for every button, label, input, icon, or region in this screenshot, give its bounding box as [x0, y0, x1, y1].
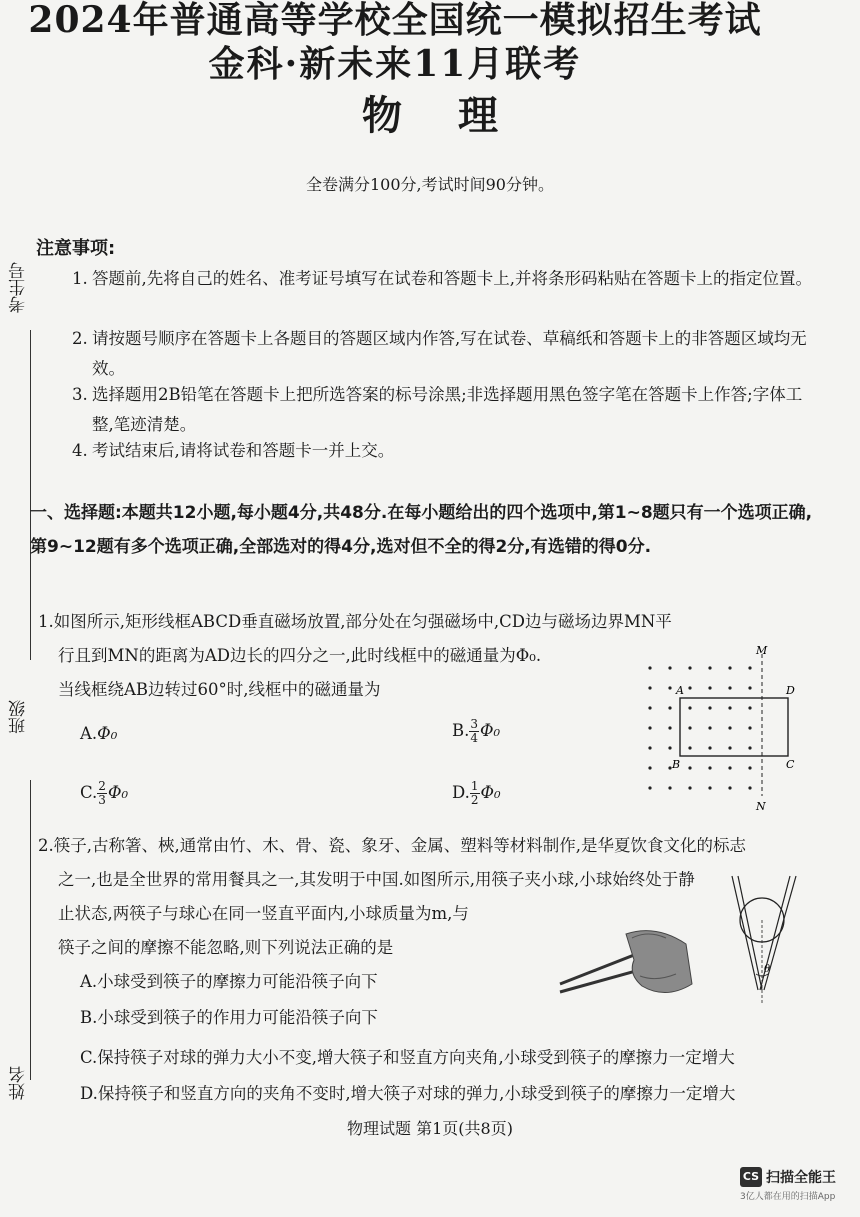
field-dot: [748, 666, 751, 669]
notice-title: 注意事项:: [36, 238, 116, 259]
option-label: D.: [452, 783, 470, 802]
field-dot: [688, 666, 691, 669]
q2-option-a: A.小球受到筷子的摩擦力可能沿筷子向下: [80, 972, 378, 991]
field-dot: [668, 746, 671, 749]
q2-line: 之一,也是全世界的常用餐具之一,其发明于中国.如图所示,用筷子夹小球,小球始终处于静: [58, 870, 695, 889]
option-value: Φ₀: [97, 724, 118, 743]
denominator: 4: [470, 731, 479, 745]
field-dot: [708, 686, 711, 689]
label-d: D: [786, 684, 795, 697]
name-label: 姓名: [9, 1066, 29, 1100]
q1-option-c: [80, 780, 128, 807]
exam-subtitle: 金科·新未来11月联考: [208, 43, 582, 85]
field-dot: [688, 706, 691, 709]
fraction: [470, 780, 480, 807]
q2-line: 筷子之间的摩擦不能忽略,则下列说法正确的是: [58, 938, 394, 957]
field-dot: [648, 686, 651, 689]
hand-chopsticks-image: [556, 904, 696, 1004]
field-dots: [648, 666, 751, 789]
field-dot: [708, 726, 711, 729]
field-dot: [728, 666, 731, 669]
option-label: C.: [80, 783, 98, 802]
notice-item: [72, 436, 820, 466]
notice-text: 考试结束后,请将试卷和答题卡一并上交。: [92, 441, 395, 460]
field-dot: [728, 766, 731, 769]
option-value: Φ₀: [480, 721, 501, 740]
hand-shape: [626, 931, 692, 993]
scanner-name: 扫描全能王: [766, 1169, 836, 1186]
field-dot: [688, 746, 691, 749]
scanner-tagline: 3亿人都在用的扫描App: [740, 1191, 836, 1202]
notice-number: 1.: [72, 269, 88, 288]
coil-abcd: [680, 698, 788, 756]
class-label: 班级: [9, 700, 29, 734]
notice-number: 4.: [72, 441, 88, 460]
field-dot: [748, 726, 751, 729]
label-a: A: [676, 684, 684, 697]
field-dot: [728, 726, 731, 729]
q1-option-b: [452, 718, 500, 745]
field-dot: [688, 766, 691, 769]
camscanner-logo-icon: CS: [740, 1167, 762, 1187]
notice-text: 选择题用2B铅笔在答题卡上把所选答案的标号涂黑;非选择题用黑色签字笔在答题卡上作答;字体工整,笔迹清楚。: [92, 385, 803, 434]
field-dot: [668, 706, 671, 709]
q1-option-a: [80, 722, 117, 746]
field-dot: [728, 706, 731, 709]
field-dot: [688, 786, 691, 789]
field-dot: [668, 666, 671, 669]
denominator: 3: [98, 793, 106, 807]
label-m: M: [756, 644, 768, 657]
field-dot: [748, 686, 751, 689]
page-footer: 物理试题 第1页(共8页): [347, 1119, 513, 1138]
ball-chopsticks-schematic: [712, 874, 812, 1014]
numerator: 2: [98, 779, 106, 793]
denominator: 2: [470, 793, 479, 807]
field-dot: [748, 766, 751, 769]
notice-text: 请按题号顺序在答题卡上各题目的答题区域内作答,写在试卷、草稿纸和答题卡上的非答题区域均无效。: [92, 329, 807, 378]
field-dot: [668, 686, 671, 689]
fraction: [97, 780, 107, 807]
option-value: Φ₀: [480, 783, 501, 802]
q1-line: 行且到MN的距离为AD边长的四分之一,此时线框中的磁通量为Φ₀.: [58, 646, 542, 665]
option-label: B.: [452, 721, 470, 740]
q1-line: 当线框绕AB边转过60°时,线框中的磁通量为: [58, 680, 381, 699]
q2-line: 止状态,两筷子与球心在同一竖直平面内,小球质量为m,与: [58, 904, 469, 923]
q1-option-d: [452, 780, 501, 807]
q2-option-c: C.保持筷子对球的弹力大小不变,增大筷子和竖直方向夹角,小球受到筷子的摩擦力一定增大: [80, 1048, 735, 1067]
field-dot: [648, 786, 651, 789]
section-heading: 一、选择题:本题共12小题,每小题4分,共48分.在每小题给出的四个选项中,第1~8题只有一个选项正确,第9~12题有多个选项正确,全部选对的得4分,选对但不全的得2分,有选错的得0分.: [30, 503, 813, 557]
field-dot: [668, 786, 671, 789]
candidate-no-label: 考生号: [9, 262, 29, 313]
field-dot: [648, 766, 651, 769]
notice-number: 2.: [72, 329, 88, 348]
q2-line: 2.筷子,古称箸、梜,通常由竹、木、骨、瓷、象牙、金属、塑料等材料制作,是华夏饮食文化的标志: [38, 836, 746, 855]
field-dot: [728, 746, 731, 749]
numerator: 3: [470, 717, 479, 731]
field-dot: [728, 786, 731, 789]
notice-item: [72, 264, 820, 294]
field-dot: [648, 726, 651, 729]
field-dot: [708, 746, 711, 749]
field-dot: [648, 666, 651, 669]
exam-title: 2024年普通高等学校全国统一模拟招生考试: [28, 0, 762, 41]
notice-item: [72, 324, 820, 384]
label-n: N: [756, 800, 766, 813]
field-dot: [748, 746, 751, 749]
field-dot: [688, 726, 691, 729]
field-dot: [688, 686, 691, 689]
exam-info: 全卷满分100分,考试时间90分钟。: [306, 175, 554, 194]
field-dot: [648, 746, 651, 749]
field-dot: [708, 666, 711, 669]
field-dot: [728, 686, 731, 689]
chopstick-left: [738, 876, 762, 990]
notice-text: 答题前,先将自己的姓名、准考证号填写在试卷和答题卡上,并将条形码粘贴在答题卡上的指定位置。: [92, 269, 812, 288]
q2-option-b: B.小球受到筷子的作用力可能沿筷子向下: [80, 1008, 378, 1027]
field-dot: [708, 706, 711, 709]
label-c: C: [786, 758, 795, 771]
theta-label: θ: [764, 964, 771, 975]
numerator: 1: [470, 779, 479, 793]
subject-title: 物理: [362, 92, 554, 139]
scanner-watermark: [740, 1166, 836, 1202]
notice-number: 3.: [72, 385, 88, 404]
field-dot: [648, 706, 651, 709]
field-dot: [748, 706, 751, 709]
option-label: A.: [80, 724, 98, 743]
field-dot: [748, 786, 751, 789]
option-value: Φ₀: [107, 783, 129, 802]
binding-line: [30, 780, 31, 1080]
field-dot: [708, 786, 711, 789]
field-dot: [708, 766, 711, 769]
field-dot: [668, 726, 671, 729]
binding-line: [30, 330, 31, 660]
notice-item: [72, 380, 820, 440]
q1-magnetic-field-figure: [636, 644, 816, 814]
q2-option-d: D.保持筷子和竖直方向的夹角不变时,增大筷子对球的弹力,小球受到筷子的摩擦力一定增大: [80, 1084, 736, 1103]
fraction: [469, 718, 479, 745]
q1-line: 1.如图所示,矩形线框ABCD垂直磁场放置,部分处在匀强磁场中,CD边与磁场边界MN平: [38, 612, 672, 631]
label-b: B: [672, 758, 681, 771]
